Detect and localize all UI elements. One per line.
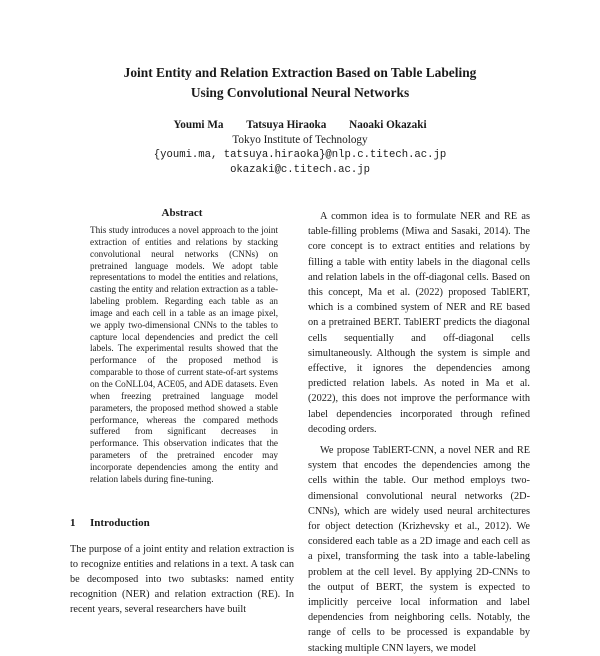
author-3: Naoaki Okazaki xyxy=(349,119,427,131)
right-paragraph-1: A common idea is to formulate NER and RE as table-filling problems (Miwa and Sasaki, 2014). The core concept is to extract entities and relations by filling a table with entity labels in the diagonal cells and relation labels in the off-diagonal cells. Based on this concept, Ma et al. (2022) proposed TablERT, which is a combined system of NER and RE based on a pretrained BERT. TablERT predicts the diagonal cells sequentially and off-diagonal cells simultaneously. Although the system is simple and effective, it ignores the dependencies among predicted relation labels. As noted in Ma et al. (2022), this does not improve the performance with label dependencies incorporated through refined decoding orders. xyxy=(308,211,530,435)
title-line-2: Using Convolutional Neural Networks xyxy=(190,85,410,100)
title-line-1: Joint Entity and Relation Extraction Based on Table Labeling xyxy=(123,65,477,80)
author-2: Tatsuya Hiraoka xyxy=(246,119,327,131)
affiliation: Tokyo Institute of Technology xyxy=(232,134,368,146)
abstract-text: This study introduces a novel approach to the joint extraction of entities and relations by stacking convolutional neural networks (CNNs) on pretrained language models. We adopt table representations to model the entities and relations, casting the entity and relation extraction as a table-labeling problem. Regarding each table as an image and each cell in a table as an image pixel, we apply two-dimensional CNNs to the tables to capture local dependencies and predict the cell labels. The experimental results showed that the performance of the proposed method is comparable to those of current state-of-art systems on the CoNLL04, ACE05, and ADE datasets. Even when freezing pretrained language model parameters, the proposed method showed a stable performance, whereas the compared methods suffered from significant decreases in performance. This observation indicates that the parameters of the pretrained encoder may incorporate dependencies among the entity and relation labels during fine-tuning. xyxy=(90,225,278,484)
abstract-heading: Abstract xyxy=(161,207,203,219)
right-paragraph-2: We propose TablERT-CNN, a novel NER and RE system that encodes the dependencies among the cells within the table. Our method employs two-dimensional convolutional neural networks (2D-CNNs), which are widely used neural architectures for object detection (Krizhevsky et al., 2012). We considered each table as a 2D image and each cell as a pixel, transforming the task into a table-labeling problem at the cell level. By applying 2D-CNNs to the output of BERT, the system is expected to implicitly perceive local information and label dependencies from neighboring cells. Notably, the range of cells to be processed is expandable by stacking multiple CNN layers, we model xyxy=(308,445,530,654)
author-1: Youmi Ma xyxy=(173,119,224,131)
author-list xyxy=(0,118,600,132)
section-heading-introduction xyxy=(70,516,150,530)
section-title: Introduction xyxy=(90,517,150,529)
email-line-2: okazaki@c.titech.ac.jp xyxy=(230,164,370,176)
right-column xyxy=(308,209,530,656)
introduction-text: The purpose of a joint entity and relation extraction is to recognize entities and relations in a text. A task can be decomposed into two subtasks: named entity recognition (NER) and relation extraction (RE). In recent years, several researchers have built xyxy=(70,544,294,616)
email-line-1: {youmi.ma, tatsuya.hiraoka}@nlp.c.titech.ac.jp xyxy=(153,149,447,161)
section-number: 1 xyxy=(70,517,76,529)
paper-title xyxy=(0,63,600,103)
